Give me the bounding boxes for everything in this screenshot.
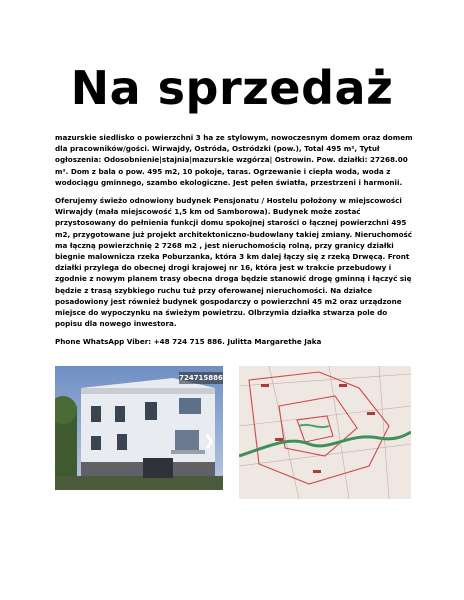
plot-map-drawing [239,366,411,499]
paragraph-offer: Oferujemy świeżo odnowiony budynek Pensjonatu / Hostelu położony w miejscowości Wirwajdy (mała miejscowość 1,5 km od Samborowa). Budynek może zostać przystosowany do pełnienia funkcji domu spokojnej starości o łącznej powierzchni 495 m2, przygotowane już projekt architektoniczno-budowlany takiej zmiany. Nieruchomość ma łączną powierzchnię 2 7268 m2 , jest nieruchomością rolną, przy granicy działki biegnie malownicza rzeka Poburzanka, która 3 km dalej łączy się z rzeką Drwęcą. Front działki przylega do obecnej drogi krajowej nr 16, która jest w trakcie przebudowy i zgodnie z nowym planem trasy obecna droga będzie stanowić drogę gminną i łączyć się będzie z trasą szybkiego ruchu tuż przy oferowanej nieruchomości. Na działce posadowiony jest również budynek gospodarczy o powierzchni 45 m2 oraz urządzone miejsce do wypoczynku na świeżym powietrzu. Olbrzymia działka stwarza pole do popisu dla nowego inwestora. [55,196,413,329]
house-photo-image [55,366,223,490]
paragraph-contact: Phone WhatsApp Viber: +48 724 715 886. Julitta Margarethe Jaka [55,337,322,347]
plot-map-image [239,366,411,499]
paragraph-intro: mazurskie siedlisko o powierzchni 3 ha ze stylowym, nowoczesnym domem oraz domem dla pracowników/gości. Wirwajdy, Ostróda, Ostródzki (pow.), Total 495 m², Tytuł ogłoszenia: Odosobnienie|stajnia|mazurskie wzgórza| Ostrowin. Pow. działki: 27268.00 m². Dom z bala o pow. 495 m2, 10 pokoje, taras. Ogrzewanie i ciepła woda, woda z wodociągu gminnego, szambo ekologiczne. Jest pełen światła, przestrzeni i harmonii. [55,133,413,187]
listing-description [55,132,415,355]
house-photo [55,366,223,490]
chevron-right-icon[interactable]: ❯ [203,433,215,449]
page-title: Na sprzedaż [70,61,394,115]
phone-number-overlay: 724715886 [179,374,223,382]
